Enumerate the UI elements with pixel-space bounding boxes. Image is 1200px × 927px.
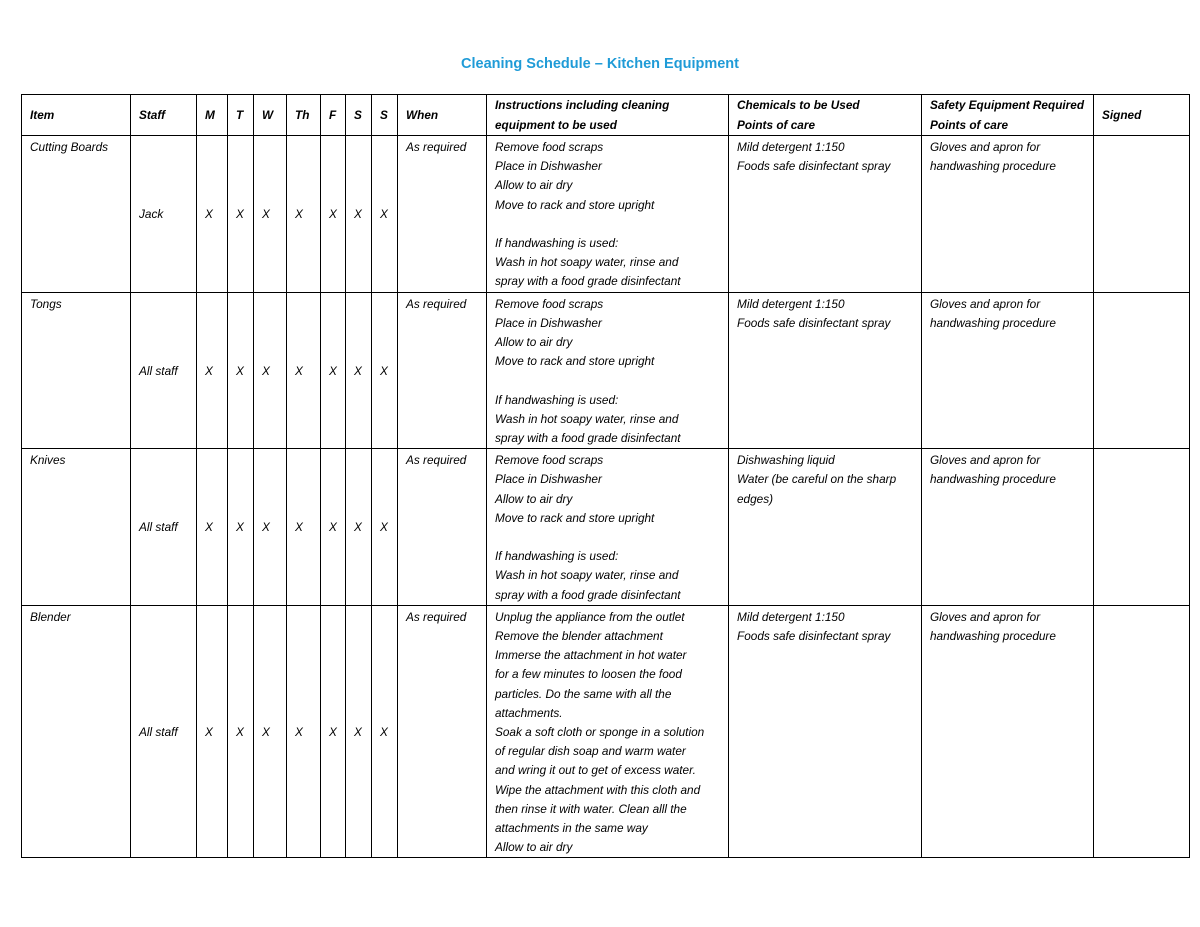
safety-cell-line: handwashing procedure — [930, 629, 1056, 644]
instructions-cell — [487, 449, 729, 606]
instructions-cell-line: Allow to air dry — [495, 840, 573, 855]
instructions-cell — [487, 136, 729, 293]
safety-cell — [922, 136, 1094, 293]
day-mark-sunday: X — [372, 449, 398, 606]
instructions-cell-line: Place in Dishwasher — [495, 159, 602, 174]
header-safety-line: Points of care — [930, 117, 1009, 132]
day-mark-thursday: X — [287, 136, 321, 293]
instructions-cell-line: Unplug the appliance from the outlet — [495, 609, 685, 624]
header-day-thursday: Th — [287, 95, 321, 136]
instructions-cell-line: then rinse it with water. Clean alll the — [495, 801, 687, 816]
instructions-cell-line — [495, 371, 720, 390]
day-mark-wednesday: X — [254, 605, 287, 858]
day-mark-saturday: X — [346, 449, 372, 606]
instructions-cell-line: If handwashing is used: — [495, 236, 619, 250]
safety-cell-line: Gloves and apron for — [930, 609, 1041, 624]
day-mark-friday: X — [321, 605, 346, 858]
chemicals-cell-line: Water (be careful on the sharp — [737, 472, 897, 487]
day-mark-thursday: X — [287, 449, 321, 606]
instructions-cell-line: Soak a soft cloth or sponge in a solution — [495, 725, 705, 740]
chemicals-cell — [729, 136, 922, 293]
header-day-wednesday: W — [254, 95, 287, 136]
when-cell: As required — [398, 292, 487, 449]
header-day-friday: F — [321, 95, 346, 136]
instructions-cell-line: Allow to air dry — [495, 335, 573, 350]
table-body — [22, 136, 1190, 858]
chemicals-cell-line: Mild detergent 1:150 — [737, 296, 845, 311]
page-title: Cleaning Schedule – Kitchen Equipment — [461, 56, 739, 72]
when-cell: As required — [398, 136, 487, 293]
chemicals-cell-line: Foods safe disinfectant spray — [737, 159, 891, 174]
safety-cell-line: Gloves and apron for — [930, 453, 1041, 468]
header-day-monday: M — [197, 95, 228, 136]
item-cell: Blender — [22, 605, 131, 858]
day-mark-friday: X — [321, 449, 346, 606]
instructions-cell-line: of regular dish soap and warm water — [495, 744, 686, 759]
safety-cell-line: Gloves and apron for — [930, 140, 1041, 154]
day-mark-tuesday: X — [228, 292, 254, 449]
header-day-sunday: S — [372, 95, 398, 136]
item-cell: Knives — [22, 449, 131, 606]
header-instructions-line: equipment to be used — [495, 117, 617, 132]
table-row — [22, 449, 1190, 606]
instructions-cell-line: Remove food scraps — [495, 453, 604, 468]
day-mark-monday: X — [197, 605, 228, 858]
header-when: When — [398, 95, 487, 136]
instructions-cell-line: Move to rack and store upright — [495, 197, 655, 212]
instructions-cell-line: particles. Do the same with all the — [495, 686, 672, 701]
chemicals-cell — [729, 292, 922, 449]
instructions-cell-line: Allow to air dry — [495, 491, 573, 506]
header-item: Item — [22, 95, 131, 136]
instructions-cell-line: attachments in the same way — [495, 821, 648, 836]
header-signed: Signed — [1094, 95, 1190, 136]
chemicals-cell — [729, 605, 922, 858]
day-mark-tuesday: X — [228, 449, 254, 606]
instructions-cell-line: If handwashing is used: — [495, 392, 619, 407]
day-mark-wednesday: X — [254, 449, 287, 606]
instructions-cell-line: Wipe the attachment with this cloth and — [495, 782, 701, 797]
day-mark-sunday: X — [372, 292, 398, 449]
day-mark-monday: X — [197, 449, 228, 606]
chemicals-cell-line: Foods safe disinfectant spray — [737, 629, 891, 644]
instructions-cell-line: If handwashing is used: — [495, 549, 619, 564]
instructions-cell — [487, 605, 729, 858]
header-row — [22, 95, 1190, 136]
header-chemicals — [729, 95, 922, 136]
day-mark-thursday: X — [287, 605, 321, 858]
item-cell: Cutting Boards — [22, 136, 131, 293]
safety-cell — [922, 449, 1094, 606]
header-staff: Staff — [131, 95, 197, 136]
table-row — [22, 292, 1190, 449]
safety-cell-line: handwashing procedure — [930, 159, 1056, 174]
day-mark-friday: X — [321, 292, 346, 449]
header-instructions-line: Instructions including cleaning — [495, 98, 670, 112]
chemicals-cell-line: Dishwashing liquid — [737, 453, 835, 468]
day-mark-wednesday: X — [254, 292, 287, 449]
instructions-cell-line: Wash in hot soapy water, rinse and — [495, 568, 679, 583]
instructions-cell-line: Move to rack and store upright — [495, 354, 655, 369]
instructions-cell-line — [495, 528, 720, 547]
chemicals-cell-line: Mild detergent 1:150 — [737, 140, 845, 154]
safety-cell-line: handwashing procedure — [930, 315, 1056, 330]
header-safety — [922, 95, 1094, 136]
day-mark-wednesday: X — [254, 136, 287, 293]
day-mark-sunday: X — [372, 136, 398, 293]
instructions-cell-line: Wash in hot soapy water, rinse and — [495, 411, 679, 426]
day-mark-saturday: X — [346, 292, 372, 449]
when-cell: As required — [398, 605, 487, 858]
day-mark-monday: X — [197, 292, 228, 449]
day-mark-thursday: X — [287, 292, 321, 449]
instructions-cell-line: Move to rack and store upright — [495, 510, 655, 525]
safety-cell — [922, 292, 1094, 449]
signed-cell — [1094, 136, 1190, 293]
instructions-cell-line: Remove food scraps — [495, 140, 604, 154]
day-mark-tuesday: X — [228, 605, 254, 858]
chemicals-cell-line: Mild detergent 1:150 — [737, 609, 845, 624]
signed-cell — [1094, 292, 1190, 449]
instructions-cell-line: Place in Dishwasher — [495, 315, 602, 330]
item-cell: Tongs — [22, 292, 131, 449]
instructions-cell-line: attachments. — [495, 705, 563, 720]
chemicals-cell-line: edges) — [737, 491, 774, 506]
instructions-cell-line: Wash in hot soapy water, rinse and — [495, 255, 679, 270]
day-mark-tuesday: X — [228, 136, 254, 293]
staff-cell: Jack — [131, 136, 197, 293]
header-safety-line: Safety Equipment Required — [930, 98, 1085, 112]
instructions-cell-line: spray with a food grade disinfectant — [495, 587, 681, 602]
header-chemicals-line: Chemicals to be Used — [737, 98, 860, 112]
safety-cell — [922, 605, 1094, 858]
staff-cell: All staff — [131, 292, 197, 449]
instructions-cell-line — [495, 215, 720, 234]
signed-cell — [1094, 449, 1190, 606]
day-mark-friday: X — [321, 136, 346, 293]
header-instructions — [487, 95, 729, 136]
instructions-cell-line: Remove food scraps — [495, 296, 604, 311]
instructions-cell-line: for a few minutes to loosen the food — [495, 667, 682, 682]
chemicals-cell-line: Foods safe disinfectant spray — [737, 315, 891, 330]
day-mark-saturday: X — [346, 136, 372, 293]
header-chemicals-line: Points of care — [737, 117, 816, 132]
cleaning-schedule-table — [21, 94, 1190, 858]
header-day-tuesday: T — [228, 95, 254, 136]
instructions-cell-line: and wring it out to get of excess water. — [495, 763, 696, 778]
instructions-cell-line: Place in Dishwasher — [495, 472, 602, 487]
staff-cell: All staff — [131, 449, 197, 606]
table-row — [22, 605, 1190, 858]
safety-cell-line: handwashing procedure — [930, 472, 1056, 487]
instructions-cell-line: spray with a food grade disinfectant — [495, 431, 681, 446]
instructions-cell-line: Remove the blender attachment — [495, 629, 663, 644]
chemicals-cell — [729, 449, 922, 606]
instructions-cell-line: spray with a food grade disinfectant — [495, 274, 681, 289]
instructions-cell-line: Immerse the attachment in hot water — [495, 648, 687, 663]
table-row — [22, 136, 1190, 293]
signed-cell — [1094, 605, 1190, 858]
safety-cell-line: Gloves and apron for — [930, 296, 1041, 311]
day-mark-monday: X — [197, 136, 228, 293]
instructions-cell-line: Allow to air dry — [495, 178, 573, 193]
instructions-cell — [487, 292, 729, 449]
day-mark-saturday: X — [346, 605, 372, 858]
day-mark-sunday: X — [372, 605, 398, 858]
header-day-saturday: S — [346, 95, 372, 136]
staff-cell: All staff — [131, 605, 197, 858]
when-cell: As required — [398, 449, 487, 606]
